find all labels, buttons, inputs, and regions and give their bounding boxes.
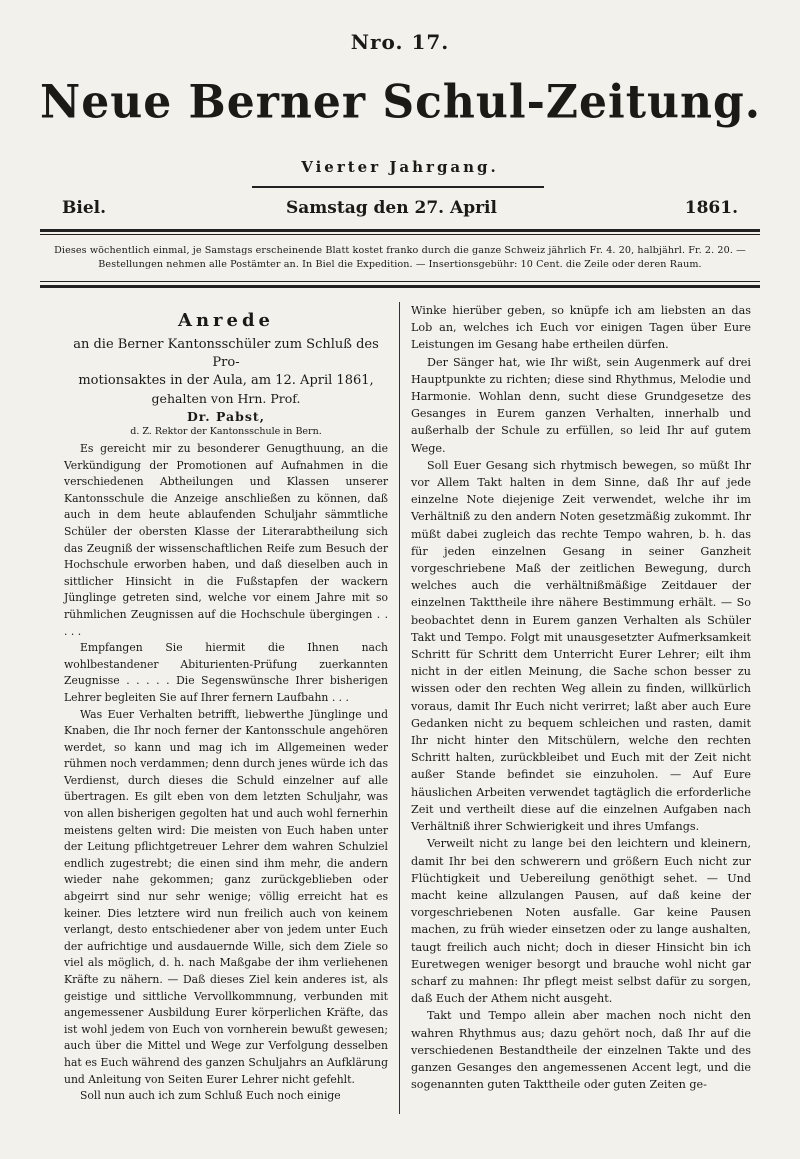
right-column xyxy=(411,302,751,1093)
header-rule-thin xyxy=(40,234,760,235)
subscription-notice xyxy=(42,244,758,272)
notice-rule xyxy=(40,281,760,282)
article-author: Dr. Pabst, xyxy=(186,409,266,424)
author-role: d. Z. Rektor der Kantonsschule in Bern. xyxy=(130,426,322,437)
paragraph: Was Euer Verhalten betrifft, liebwerthe Jünglinge und Knaben, die Ihr noch ferner der Kantonsschule angehören werdet, so kann und mag ich im Allgemeinen weder rühmen noch verdammen; denn durch jenes würde ich das Verdienst, durch dieses die Schuld einzelner auf alle übertragen. Es gilt eben von dem letzten Schuljahr, was von allen bisherigen gegolten hat und auch wohl fernerhin meistens gelten wird: Die meisten von Euch haben unter der Leitung pflichtgetreuer Lehrer dem wahren Schulziel endlich zugestrebt; die einen sind ihm mehr, die andern wieder nahe gekommen; ganz zurückgeblieben oder abgeirrt sind nur sehr wenige; völlig erreicht hat es keiner. Dies letztere wird nun freilich auch von keinem verlangt, desto entschiedener aber von jedem unter Euch der aufrichtige und ausdauernde Wille, sich dem Ziele so viel als möglich, d. h. nach Maßgabe der ihm verliehenen Kräfte zu nähern. — Daß dieses Ziel kein anderes ist, als geistige und sittliche Vervollkommnung, verbunden mit angemessener Ausbildung Eurer körperlichen Kräfte, das ist wohl jedem von Euch von vornherein bewußt gewesen; auch über die Mittel und Wege zur Verfolgung desselben hat es Euch während des ganzen Schuljahrs an Aufklärung und Anleitung von Seiten Eurer Lehrer nicht gefehlt. xyxy=(64,707,388,1086)
article-heading: motionsaktes in der Aula, am 12. April 1861, xyxy=(78,373,374,388)
column-divider xyxy=(399,302,400,1114)
notice-line: Dieses wöchentlich einmal, je Samstags erscheinende Blatt kostet franko durch die ganze Schweiz jährlich Fr. 4. 20, halbjährl. Fr. 2. 20. — xyxy=(54,245,746,256)
paragraph: Takt und Tempo allein aber machen noch nicht den wahren Rhythmus aus; dazu gehört noch, daß Ihr auf die verschiedenen Bestandtheile der einzelnen Takte und des ganzen Gesanges den angemessenen Accent legt, und die sogenannten guten Takttheile oder guten Zeiten ge- xyxy=(411,1009,751,1092)
article-heading: an die Berner Kantonsschüler zum Schluß des Pro- xyxy=(73,337,379,370)
left-column xyxy=(64,302,388,1105)
paragraph: Soll nun auch ich zum Schluß Euch noch einige xyxy=(80,1089,341,1103)
issue-number: Nro. 17. xyxy=(350,30,450,54)
publication-place: Biel. xyxy=(62,198,107,218)
dateline xyxy=(62,198,738,226)
newspaper-title: Neue Berner Schul-Zeitung. xyxy=(40,75,762,130)
volume-subtitle: Vierter Jahrgang. xyxy=(301,158,499,176)
paragraph: Der Sänger hat, wie Ihr wißt, sein Augenmerk auf drei Hauptpunkte zu richten; diese sind Rhythmus, Melodie und Harmonie. Wohlan denn, sucht diese Grundgesetze des Gesanges in Eurem ganzen Verhalten, innerhalb und außerhalb der Schule zu erfüllen, so leid Ihr auf gutem Wege. xyxy=(411,355,751,455)
paragraph: Empfangen Sie hiermit die Ihnen nach wohlbestandener Abiturienten-Prüfung zuerkannten Zeugnisse . . . . . Die Segenswünsche Ihrer bisherigen Lehrer begleiten Sie auf Ihrer fernern Laufbahn . . . xyxy=(64,641,388,704)
title-divider xyxy=(252,186,544,188)
publication-date: Samstag den 27. April xyxy=(286,198,497,218)
paragraph: Verweilt nicht zu lange bei den leichtern und kleinern, damit Ihr bei den schwerern und größern Euch nicht zur Flüchtigkeit und Uebereilung genöthigt sehet. — Und macht keine allzulangen Pausen, auf daß keine der vorgeschriebenen Noten ausfalle. Gar keine Pausen machen, zu früh wieder einsetzen oder zu lange aushalten, taugt freilich auch nicht; doch in dieser Hinsicht bin ich Euretwegen weniger besorgt und brauche wohl nicht gar scharf zu mahnen: Ihr pflegt meist selbst dafür zu sorgen, daß Euch der Athem nicht ausgeht. xyxy=(411,837,751,1006)
paragraph: Winke hierüber geben, so knüpfe ich am liebsten an das Lob an, welches ich Euch vor einigen Tagen über Eure Leistungen im Gesang habe ertheilen dürfen. xyxy=(411,304,751,352)
publication-year: 1861. xyxy=(684,198,738,218)
article-title: Anrede xyxy=(177,310,275,331)
paragraph: Soll Euer Gesang sich rhytmisch bewegen, so müßt Ihr vor Allem Takt halten in dem Sinne, daß Ihr auf jede einzelne Note diejenige Zeit verwendet, welche ihr im Verhältniß zu den andern Noten gesetzmäßig zukommt. Ihr müßt dabei zugleich das rechte Tempo wahren, b. h. das für jeden einzelnen Gesang in seiner Ganzheit vorgeschriebene Maß der zeitlichen Bewegung, durch welches auch die verhältnißmäßige Zeitdauer der einzelnen Takttheile ihre nähere Bestimmung erhält. — So beobachtet denn in Eurem ganzen Verhalten als Schüler Takt und Tempo. Folgt mit unausgesetzter Aufmerksamkeit Schritt für Schritt dem Unterricht Eurer Lehrer; eilt ihm nicht in der eitlen Meinung, die Sache schon besser zu wissen oder den rechten Weg allein zu finden, willkürlich voraus, damit Ihr Euch nicht verirret; laßt aber auch Eure Gedanken nicht zu bequem schleichen und rasten, damit Ihr nicht hinter den Mitschülern, welche den rechten Schritt halten, zurückbleibet und Euch mit der Zeit nicht außer Stande befindet sie einzuholen. — Auf Eure häuslichen Arbeiten verwendet tagtäglich die erforderliche Zeit und vertheilt diese auf die einzelnen Aufgaben nach Verhältniß ihrer Schwierigkeit und ihres Umfangs. xyxy=(411,458,751,834)
header-rule xyxy=(40,229,760,232)
article-byline: gehalten von Hrn. Prof. xyxy=(151,391,301,406)
paragraph: Es gereicht mir zu besonderer Genugthuung, an die Verkündigung der Promotionen auf Aufnahmen in die verschiedenen Abtheilungen und Klassen unserer Kantonsschule die Anzeige anschließen zu können, daß auch in dem heute ablaufenden Schuljahr sämmtliche Schüler der obersten Klasse der Literarabtheilung sich das Zeugniß der wissenschaftlichen Reife zum Besuch der Hochschule erworben haben, und daß dieselben auch in sittlicher Hinsicht in die Fußstapfen der wackern Jünglinge getreten sind, welche vor einem Jahre mit so rühmlichen Zeugnissen auf die Hochschule übergingen . . . . . xyxy=(64,442,388,638)
notice-line: Bestellungen nehmen alle Postämter an. In Biel die Expedition. — Insertionsgebühr: 10 Cent. die Zeile oder deren Raum. xyxy=(98,259,702,270)
notice-rule-thick xyxy=(40,285,760,288)
